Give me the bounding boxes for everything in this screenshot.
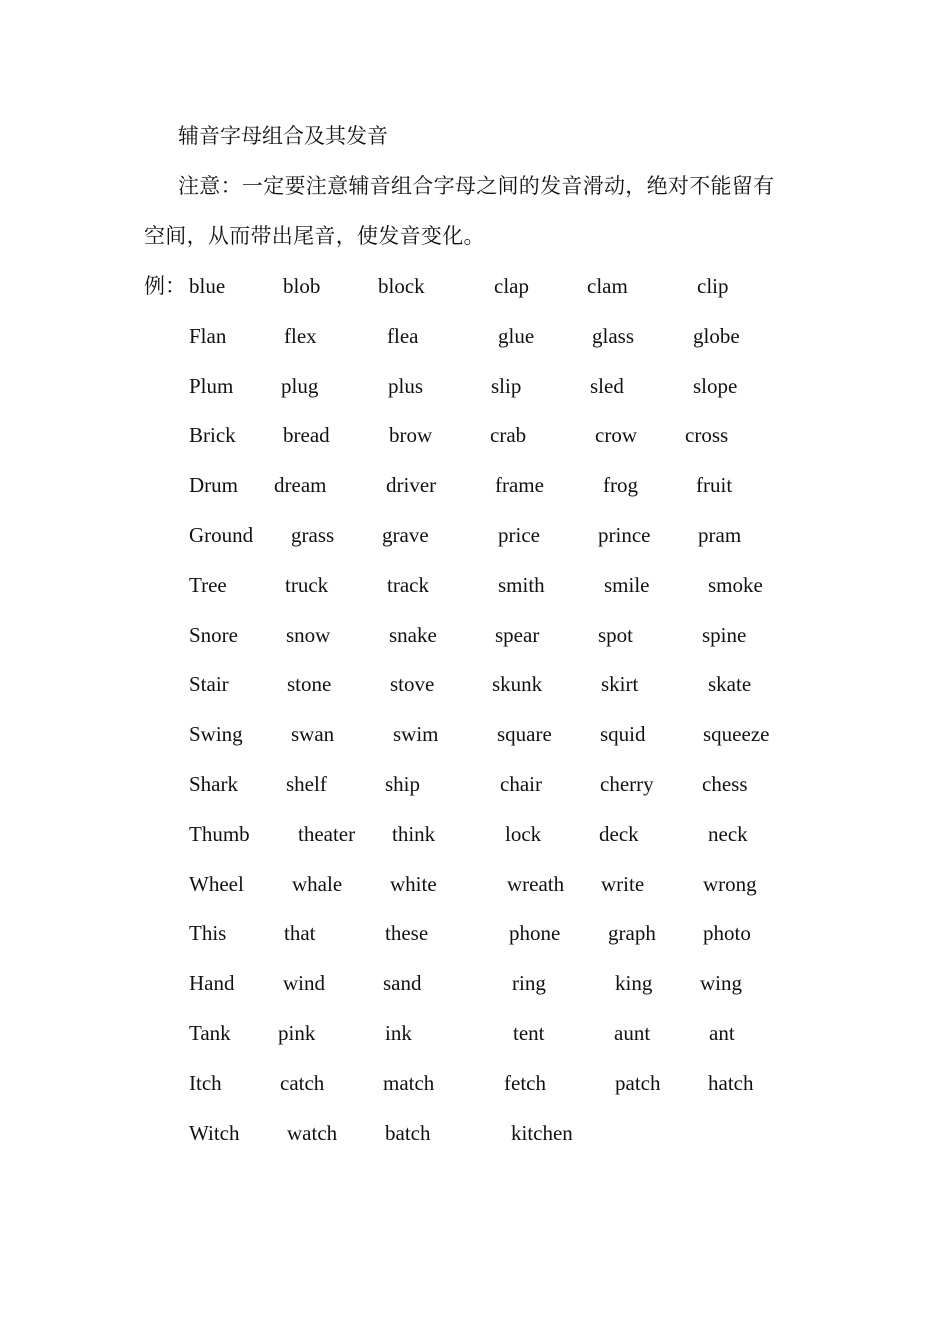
- word-item: driver: [386, 473, 437, 497]
- word-item: globe: [693, 324, 740, 348]
- word-item: Ground: [189, 523, 254, 547]
- word-item: snow: [286, 623, 331, 647]
- note-line-1: 注意：一定要注意辅音组合字母之间的发音滑动，绝对不能留有: [178, 174, 775, 198]
- word-item: photo: [703, 921, 751, 945]
- word-item: ink: [385, 1021, 412, 1045]
- word-item: smith: [498, 573, 545, 597]
- word-item: spine: [702, 623, 747, 647]
- word-item: slope: [693, 374, 738, 398]
- word-item: ant: [709, 1021, 735, 1045]
- word-item: Tank: [189, 1021, 231, 1045]
- word-item: chess: [702, 772, 748, 796]
- word-item: match: [383, 1071, 435, 1095]
- word-item: fetch: [504, 1071, 546, 1095]
- word-item: crow: [595, 423, 637, 447]
- word-item: stone: [287, 672, 332, 696]
- word-item: prince: [598, 523, 651, 547]
- word-item: wing: [700, 971, 742, 995]
- word-item: pram: [698, 523, 742, 547]
- word-item: dream: [274, 473, 327, 497]
- word-item: graph: [608, 921, 656, 945]
- word-item: Brick: [189, 423, 236, 447]
- word-item: grave: [382, 523, 429, 547]
- word-item: kitchen: [511, 1121, 573, 1145]
- word-item: king: [615, 971, 653, 995]
- word-item: glass: [592, 324, 634, 348]
- word-item: clap: [494, 274, 529, 298]
- word-item: spot: [598, 623, 634, 647]
- word-item: wreath: [507, 872, 565, 896]
- word-item: blob: [283, 274, 321, 298]
- word-item: these: [385, 921, 429, 945]
- word-item: smile: [604, 573, 650, 597]
- word-item: ring: [512, 971, 546, 995]
- word-item: whale: [292, 872, 343, 896]
- word-item: Witch: [189, 1121, 240, 1145]
- example-label: 例：: [144, 274, 186, 298]
- word-item: skirt: [601, 672, 639, 696]
- word-item: tent: [513, 1021, 545, 1045]
- word-item: Plum: [189, 374, 234, 398]
- word-item: Itch: [189, 1071, 222, 1095]
- word-item: deck: [599, 822, 639, 846]
- word-item: Hand: [189, 971, 235, 995]
- word-item: write: [601, 872, 645, 896]
- word-item: neck: [708, 822, 748, 846]
- word-item: clam: [587, 274, 628, 298]
- word-item: aunt: [614, 1021, 651, 1045]
- word-item: bread: [283, 423, 330, 447]
- word-item: phone: [509, 921, 561, 945]
- word-item: plus: [388, 374, 424, 398]
- word-item: Thumb: [189, 822, 250, 846]
- word-item: Shark: [189, 772, 238, 796]
- word-item: Drum: [189, 473, 238, 497]
- word-item: fruit: [696, 473, 733, 497]
- word-item: batch: [385, 1121, 431, 1145]
- word-item: sled: [590, 374, 624, 398]
- word-item: truck: [285, 573, 329, 597]
- word-item: skate: [708, 672, 752, 696]
- word-item: price: [498, 523, 540, 547]
- word-item: Stair: [189, 672, 229, 696]
- word-item: patch: [615, 1071, 661, 1095]
- word-item: wrong: [703, 872, 757, 896]
- word-item: white: [390, 872, 437, 896]
- word-item: track: [387, 573, 429, 597]
- word-item: watch: [287, 1121, 338, 1145]
- word-item: sand: [383, 971, 422, 995]
- word-item: clip: [697, 274, 729, 298]
- word-item: think: [392, 822, 436, 846]
- word-item: Swing: [189, 722, 243, 746]
- word-item: theater: [298, 822, 356, 846]
- word-item: glue: [498, 324, 535, 348]
- word-item: flex: [284, 324, 317, 348]
- word-item: cherry: [600, 772, 654, 796]
- word-item: that: [284, 921, 316, 945]
- note-line-2: 空间，从而带出尾音，使发音变化。: [144, 224, 485, 248]
- word-item: blue: [189, 274, 226, 298]
- word-item: slip: [491, 374, 522, 398]
- document-title: 辅音字母组合及其发音: [178, 124, 388, 148]
- word-item: Snore: [189, 623, 238, 647]
- word-item: square: [497, 722, 552, 746]
- word-item: block: [378, 274, 425, 298]
- word-item: lock: [505, 822, 542, 846]
- word-item: grass: [291, 523, 335, 547]
- word-item: swan: [291, 722, 335, 746]
- word-item: crab: [490, 423, 527, 447]
- word-item: Tree: [189, 573, 227, 597]
- word-item: Flan: [189, 324, 227, 348]
- word-item: chair: [500, 772, 542, 796]
- word-item: plug: [281, 374, 319, 398]
- word-item: shelf: [286, 772, 327, 796]
- word-item: hatch: [708, 1071, 754, 1095]
- word-item: smoke: [708, 573, 763, 597]
- word-item: catch: [280, 1071, 325, 1095]
- word-item: snake: [389, 623, 437, 647]
- word-item: squeeze: [703, 722, 770, 746]
- word-item: cross: [685, 423, 729, 447]
- word-item: spear: [495, 623, 540, 647]
- word-item: ship: [385, 772, 421, 796]
- word-item: skunk: [492, 672, 543, 696]
- word-item: stove: [390, 672, 435, 696]
- word-item: wind: [283, 971, 325, 995]
- word-item: flea: [387, 324, 419, 348]
- word-item: swim: [393, 722, 439, 746]
- word-item: pink: [278, 1021, 316, 1045]
- word-item: squid: [600, 722, 646, 746]
- word-item: frog: [603, 473, 638, 497]
- word-item: brow: [389, 423, 433, 447]
- word-item: frame: [495, 473, 544, 497]
- word-item: Wheel: [189, 872, 244, 896]
- word-item: This: [189, 921, 227, 945]
